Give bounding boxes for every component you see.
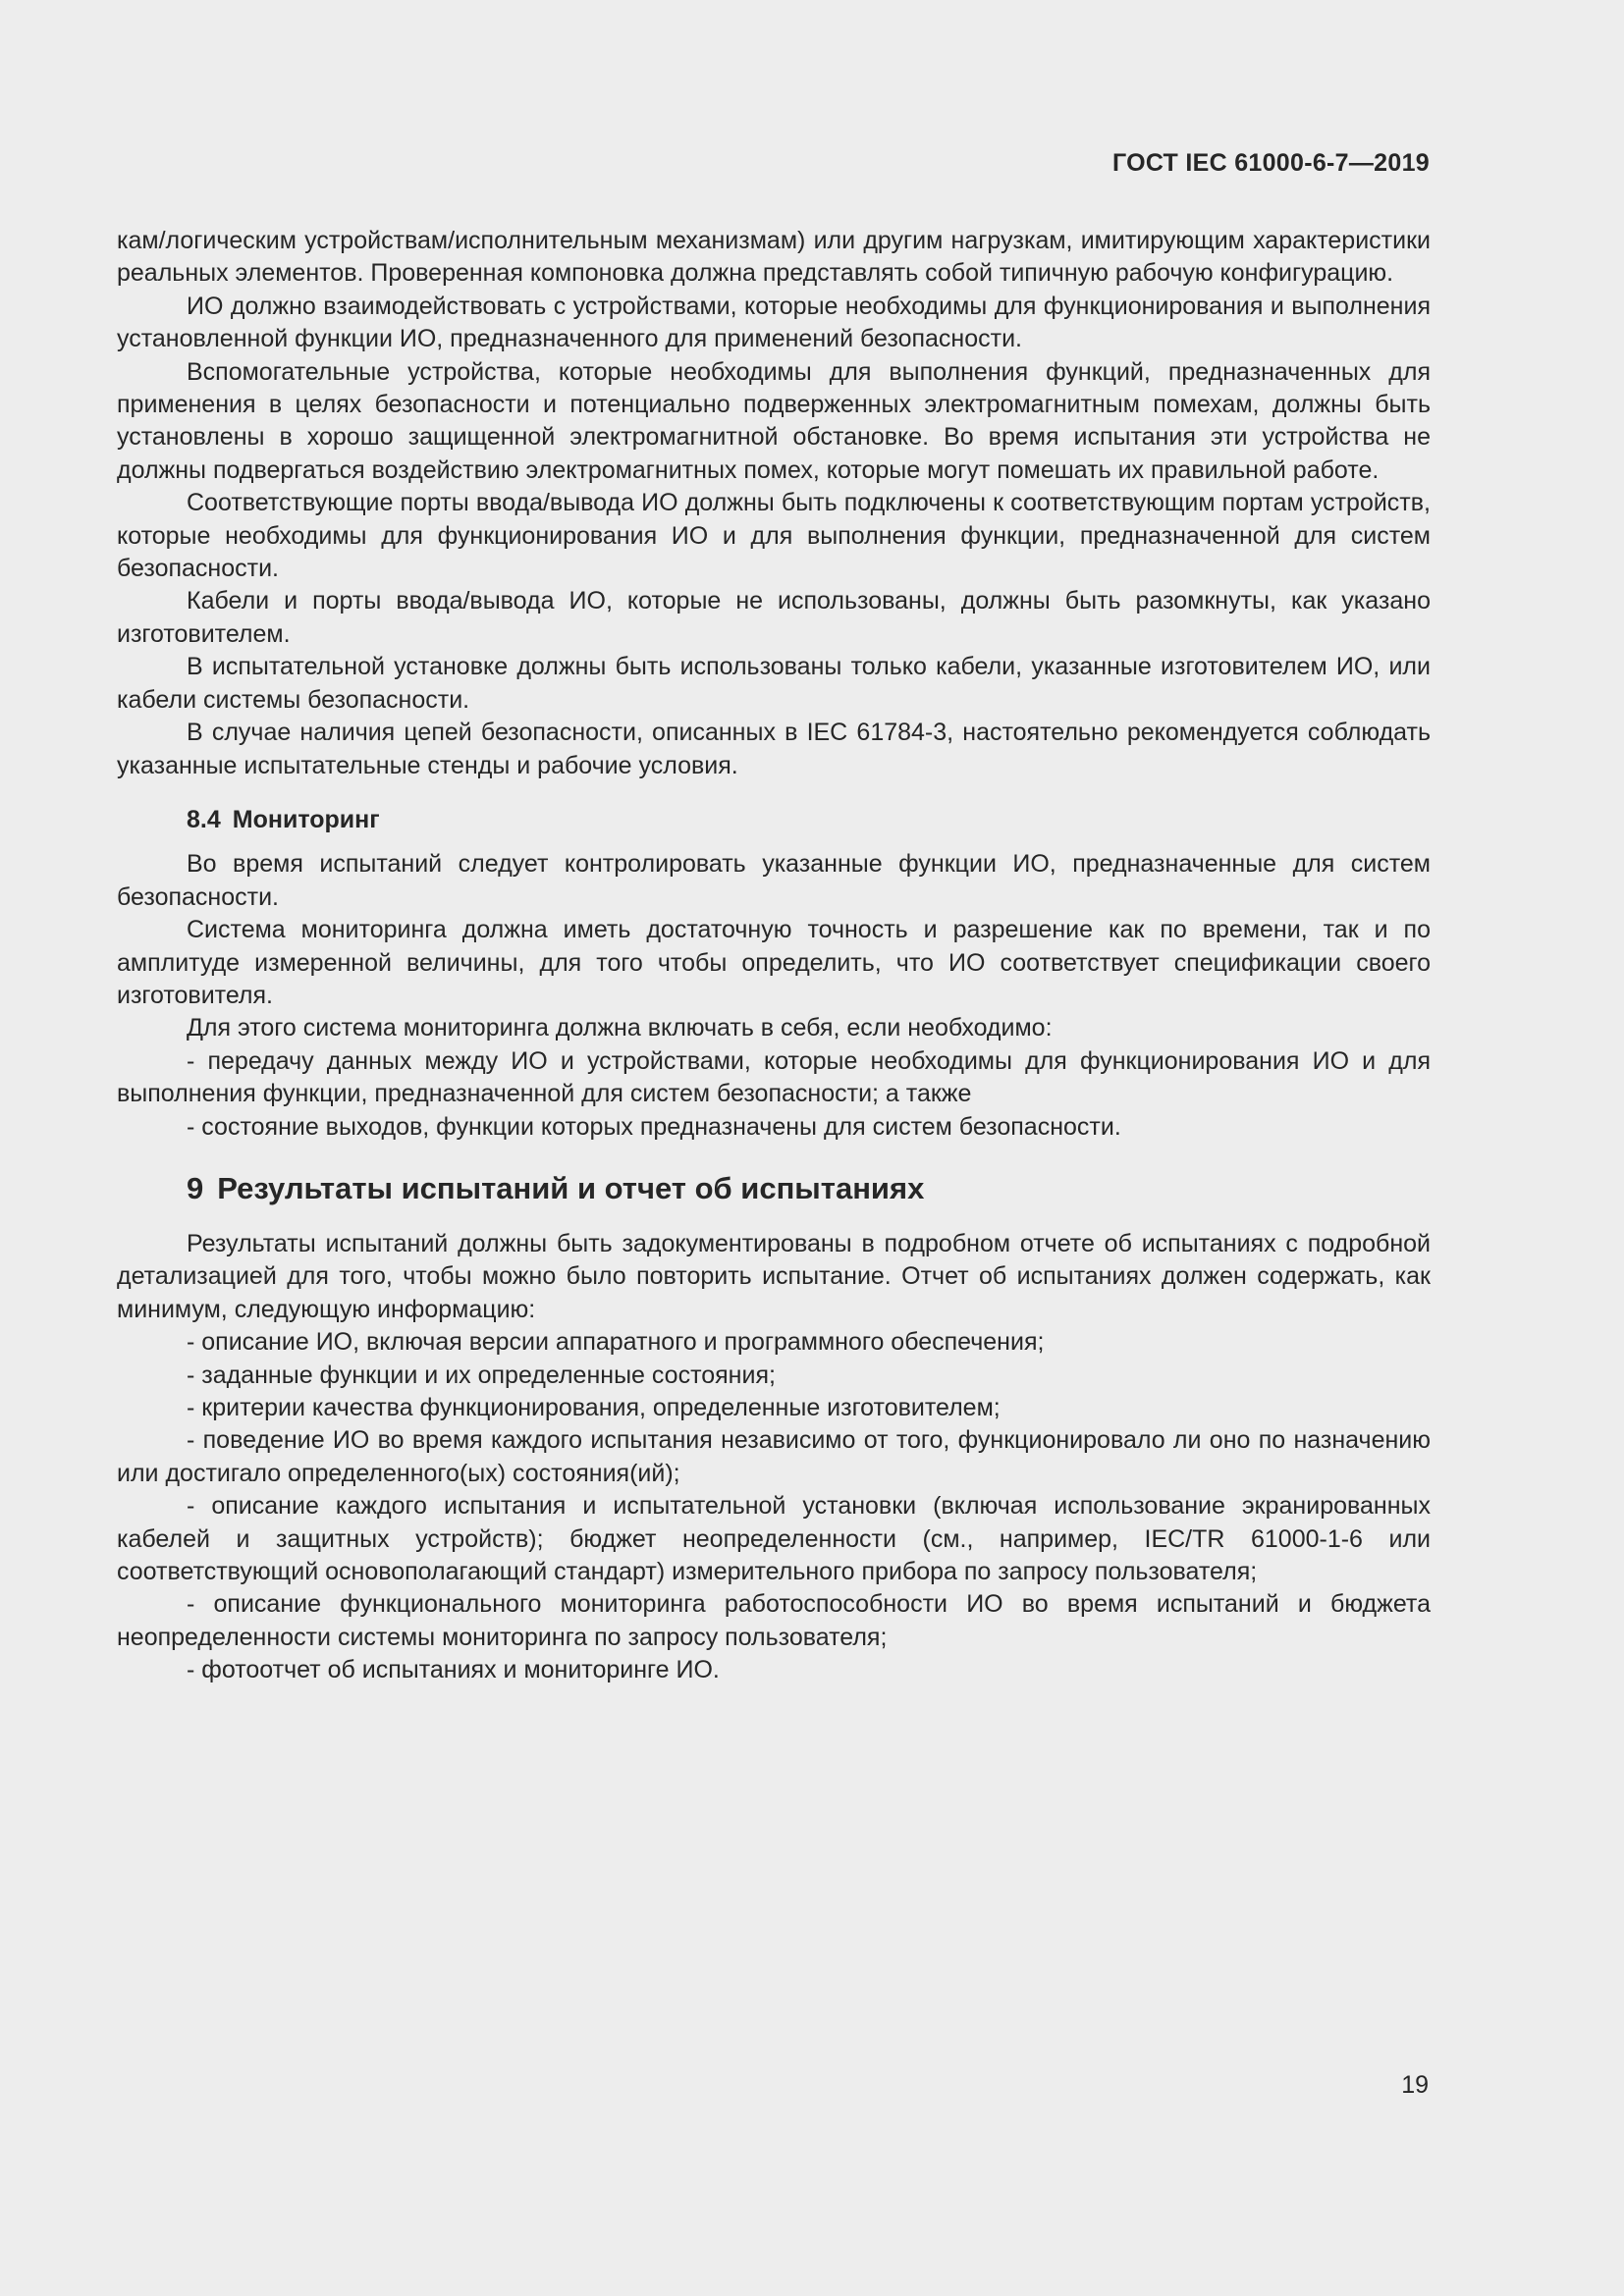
list-item: - поведение ИО во время каждого испытания независимо от того, функционировало ли оно по назначению или достигало определенного(ых) состояния(ий); bbox=[117, 1426, 1431, 1487]
paragraph: Соответствующие порты ввода/вывода ИО должны быть подключены к соответствующим портам устройств, которые необходимы для функционирования ИО и для выполнения функции, предназначенной для систем безопасности. bbox=[117, 489, 1431, 583]
paragraph: Кабели и порты ввода/вывода ИО, которые не использованы, должны быть разомкнуты, как указано изготовителем. bbox=[117, 587, 1431, 648]
list-item: - критерии качества функционирования, определенные изготовителем; bbox=[187, 1394, 1001, 1421]
paragraph: Система мониторинга должна иметь достаточную точность и разрешение как по времени, так и по амплитуде измеренной величины, для того чтобы определить, что ИО соответствует спецификации своего изготовителя. bbox=[117, 916, 1431, 1009]
paragraph: ИО должно взаимодействовать с устройствами, которые необходимы для функционирования и выполнения установленной функции ИО, предназначенного для применений безопасности. bbox=[117, 292, 1431, 353]
paragraph: Во время испытаний следует контролировать указанные функции ИО, предназначенные для систем безопасности. bbox=[117, 850, 1431, 911]
list-item: - описание каждого испытания и испытательной установки (включая использование экранированных кабелей и защитных устройств); бюджет неопределенности (см., например, IEC/TR 61000-1-6 или соответствующий основополагающий стандарт) измерительного прибора по запросу пользователя; bbox=[117, 1492, 1431, 1586]
subsection-heading-8-4 bbox=[117, 804, 1431, 836]
section-number: 9 bbox=[187, 1170, 204, 1205]
list-item: - состояние выходов, функции которых предназначены для систем безопасности. bbox=[187, 1112, 1121, 1141]
section-title: Результаты испытаний и отчет об испытаниях bbox=[217, 1170, 925, 1205]
subsection-number: 8.4 bbox=[187, 805, 221, 833]
list-item: - описание ИО, включая версии аппаратного и программного обеспечения; bbox=[187, 1328, 1045, 1357]
list-item: - передачу данных между ИО и устройствами, которые необходимы для функционирования ИО и для выполнения функции, предназначенной для систем безопасности; а также bbox=[117, 1046, 1431, 1108]
paragraph: В испытательной установке должны быть использованы только кабели, указанные изготовителем ИО, или кабели системы безопасности. bbox=[117, 653, 1431, 714]
paragraph: Результаты испытаний должны быть задокументированы в подробном отчете об испытаниях с подробной детализацией для того, чтобы можно было повторить испытание. Отчет об испытаниях должен содержать, как минимум, следующую информацию: bbox=[117, 1229, 1431, 1323]
document-code-header: ГОСТ IEC 61000-6-7—2019 bbox=[1111, 149, 1430, 177]
page-body bbox=[117, 225, 1431, 1687]
paragraph: В случае наличия цепей безопасности, описанных в IEC 61784-3, настоятельно рекомендуется соблюдать указанные испытательные стенды и рабочие условия. bbox=[117, 719, 1431, 779]
section-heading-9 bbox=[117, 1169, 1431, 1208]
list-item: - фотоотчет об испытаниях и мониторинге ИО. bbox=[187, 1656, 720, 1684]
subsection-title: Мониторинг bbox=[232, 805, 380, 833]
paragraph: Вспомогательные устройства, которые необходимы для выполнения функций, предназначенных для применения в целях безопасности и потенциально подверженных электромагнитным помехам, должны быть установлены в хорошо защищенной электромагнитной обстановке. Во время испытания эти устройства не должны подвергаться воздействию электромагнитных помех, которые могут помешать их правильной работе. bbox=[117, 357, 1431, 484]
list-item: - заданные функции и их определенные состояния; bbox=[187, 1361, 776, 1389]
page-number: 19 bbox=[1401, 2071, 1429, 2099]
paragraph-continuation: кам/логическим устройствам/исполнительным механизмам) или другим нагрузкам, имитирующим характеристики реальных элементов. Проверенная компоновка должна представлять собой типичную рабочую конфигурацию. bbox=[117, 227, 1431, 288]
list-item: - описание функционального мониторинга работоспособности ИО во время испытаний и бюджета неопределенности системы мониторинга по запросу пользователя; bbox=[117, 1590, 1431, 1651]
paragraph: Для этого система мониторинга должна включать в себя, если необходимо: bbox=[187, 1014, 1053, 1042]
